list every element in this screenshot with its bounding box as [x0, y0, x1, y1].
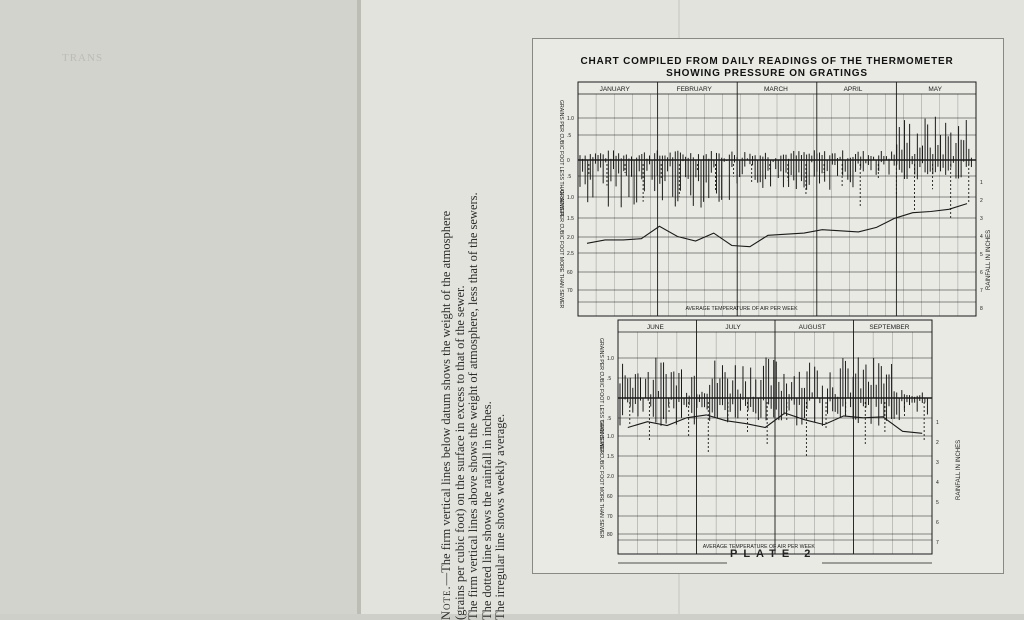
- top-panel-month-label: APRIL: [843, 86, 863, 93]
- bottom-panel-tick-label: 1.5: [607, 454, 614, 460]
- top-panel-tick-label: .5: [567, 174, 572, 180]
- top-panel-rain-tick-label: 1: [980, 180, 983, 186]
- top-right-axis: RAINFALL IN INCHES: [986, 229, 992, 290]
- top-panel-tick-label: .5: [567, 133, 572, 139]
- bottom-left-axis-upper: GRAINS PER CUBIC FOOT LESS THAN SEWER: [598, 338, 604, 454]
- bottom-panel-tick-label: 80: [607, 532, 613, 538]
- top-panel-rain-tick-label: 7: [980, 288, 983, 294]
- bottom-panel-rain-tick-label: 3: [936, 460, 939, 466]
- top-panel-tick-label: 1.0: [567, 195, 574, 201]
- top-panel-tick-label: 2.5: [567, 251, 574, 257]
- note-line-1: —The firm vertical lines below datum shows the weight of the atmosphere: [439, 210, 453, 586]
- plate-label: PLATE 2: [730, 548, 817, 560]
- bottom-panel-rain-tick-label: 7: [936, 540, 939, 546]
- top-panel-tick-label: 70: [567, 288, 573, 294]
- bottom-right-axis: RAINFALL IN INCHES: [956, 439, 962, 500]
- top-panel-rain-tick-label: 6: [980, 270, 983, 276]
- bottom-panel-rain-tick-label: 1: [936, 420, 939, 426]
- bottom-panel-month-label: JULY: [725, 324, 741, 331]
- ghost-text: TRANS: [62, 52, 104, 64]
- bottom-panel-rain-tick-label: 2: [936, 440, 939, 446]
- top-panel-rain-tick-label: 8: [980, 306, 983, 312]
- bottom-panel-tick-label: .5: [607, 376, 612, 382]
- top-panel-tick-label: 0: [567, 158, 570, 164]
- bottom-panel-tick-label: 1.0: [607, 434, 614, 440]
- bottom-panel-month-label: SEPTEMBER: [869, 324, 910, 331]
- bottom-left-axis-lower: GRAINS PER CUBIC FOOT MORE THAN SEWER: [598, 420, 604, 539]
- bottom-panel-tick-label: 0: [607, 396, 610, 402]
- top-panel-tick-label: 1.5: [567, 216, 574, 222]
- top-panel-month-label: FEBRUARY: [676, 86, 712, 93]
- chart-title-line-1: CHART COMPILED FROM DAILY READINGS OF THE THERMOMETER: [580, 56, 954, 67]
- top-panel-rain-tick-label: 3: [980, 216, 983, 222]
- bottom-panel-avg-label: AVERAGE TEMPERATURE OF AIR PER WEEK: [702, 544, 815, 550]
- note-line-2: (grains per cubic foot) on the surface in excess to that of the sewer.: [452, 285, 467, 620]
- top-panel-tick-label: 60: [567, 270, 573, 276]
- note-line-3: The firm vertical lines above shows the weight of atmosphere, less that of the sewers.: [466, 192, 480, 620]
- bottom-panel-rain-tick-label: 5: [936, 500, 939, 506]
- top-panel-rain-tick-label: 2: [980, 198, 983, 204]
- top-panel-tick-label: 2.0: [567, 235, 574, 241]
- note-lead: Note.: [439, 585, 453, 620]
- top-left-axis-upper: GRAINS PER CUBIC FOOT LESS THAN SEWER: [558, 100, 564, 216]
- top-panel-month-label: JANUARY: [599, 86, 630, 93]
- chart-title-line-2: SHOWING PRESSURE ON GRATINGS: [666, 68, 868, 79]
- bottom-panel-tick-label: .5: [607, 416, 612, 422]
- bottom-panel-tick-label: 70: [607, 514, 613, 520]
- top-panel-tick-label: 1.0: [567, 116, 574, 122]
- note-line-4: The dotted line shows the rainfall in inches.: [479, 401, 494, 620]
- top-panel-month-label: MAY: [928, 86, 943, 93]
- top-left-axis-lower: GRAINS PER CUBIC FOOT MORE THAN SEWER: [558, 190, 564, 309]
- bottom-panel-month-label: AUGUST: [798, 324, 826, 331]
- top-panel-rain-tick-label: 5: [980, 252, 983, 258]
- note-line-5: The irregular line shows weekly average.: [493, 413, 507, 620]
- bottom-panel-tick-label: 1.0: [607, 356, 614, 362]
- bottom-panel-tick-label: 60: [607, 494, 613, 500]
- top-panel-rain-tick-label: 4: [980, 234, 983, 240]
- bottom-panel-rain-tick-label: 4: [936, 480, 939, 486]
- bottom-panel-rain-tick-label: 6: [936, 520, 939, 526]
- top-panel-month-label: MARCH: [764, 86, 788, 93]
- bottom-panel-month-label: JUNE: [646, 324, 664, 331]
- top-panel-avg-label: AVERAGE TEMPERATURE OF AIR PER WEEK: [685, 306, 798, 312]
- bottom-panel-tick-label: 2.0: [607, 474, 614, 480]
